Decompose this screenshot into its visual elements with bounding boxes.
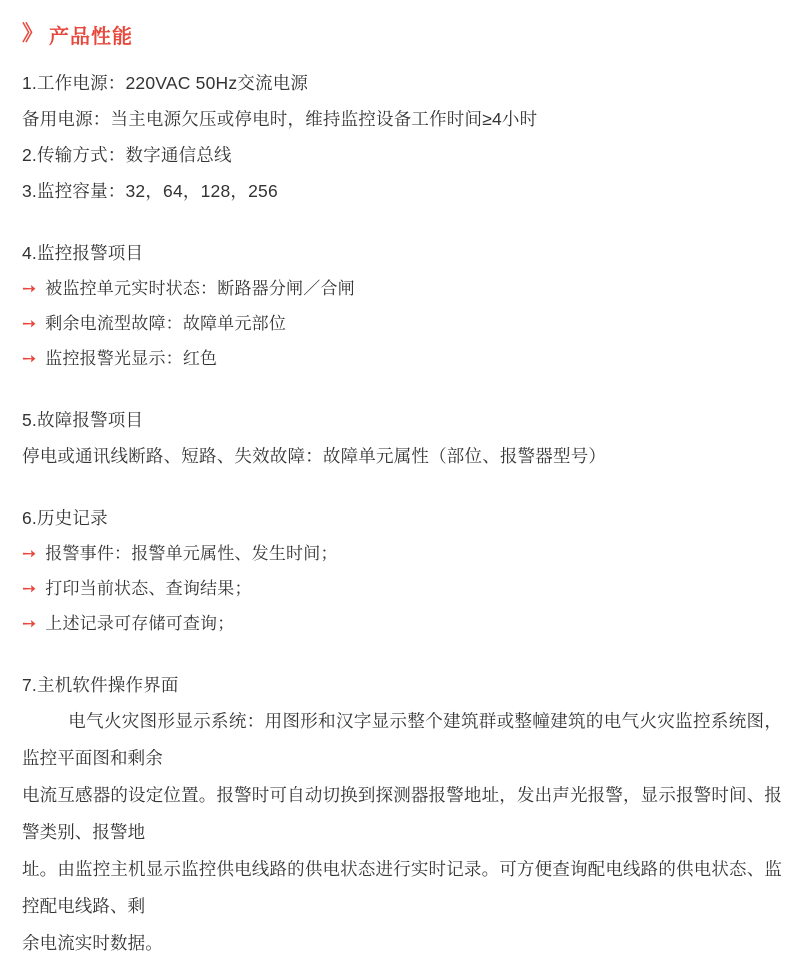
arrow-right-icon: ➙ [22,314,37,333]
fault-alarm-section [22,402,782,474]
spacer [22,474,782,500]
software-paragraph: 电流互感器的设定位置。报警时可自动切换到探测器报警地址，发出声光报警，显示报警时间、报警类别、报警地 [22,785,782,842]
spec-line: 2.传输方式：数字通信总线 [22,145,232,165]
arrow-right-icon: ➙ [22,579,37,598]
history-item-text: 打印当前状态、查询结果； [45,579,252,598]
software-paragraph-text: 电气火灾图形显示系统：用图形和汉字显示整个建筑群或整幢建筑的电气火灾监控系统图，监控平面图和剩余 [22,711,782,768]
arrow-right-icon: ➙ [22,614,37,633]
software-paragraph: 余电流实时数据。 [22,933,163,953]
page-title-text: 产品性能 [49,26,133,48]
fault-alarm-body: 停电或通讯线断路、短路、失效故障：故障单元属性（部位、报警器型号） [22,446,607,466]
spacer [22,641,782,667]
monitor-alarm-item [22,341,782,376]
specs-list [22,65,782,209]
spacer [22,209,782,235]
arrow-right-icon: ➙ [22,349,37,368]
arrow-right-icon: ➙ [22,279,37,298]
heading-marker-icon: 》 [22,22,41,45]
history-item [22,571,782,606]
page-title [22,20,782,49]
monitor-alarm-item [22,271,782,306]
history-title: 6.历史记录 [22,508,108,528]
spacer [22,376,782,402]
monitor-alarm-item-text: 剩余电流型故障：故障单元部位 [45,314,287,333]
software-paragraph [22,703,782,777]
history-item-text: 上述记录可存储可查询； [45,614,235,633]
monitor-alarm-item [22,306,782,341]
arrow-right-icon: ➙ [22,544,37,563]
monitor-alarm-item-text: 被监控单元实时状态：断路器分闸／合闸 [45,279,355,298]
monitor-alarm-item-text: 监控报警光显示：红色 [45,349,218,368]
spec-line: 1.工作电源：220VAC 50Hz交流电源 [22,73,309,93]
history-item [22,606,782,641]
monitor-alarm-section [22,235,782,376]
spec-line: 备用电源：当主电源欠压或停电时，维持监控设备工作时间≥4小时 [22,109,538,129]
software-title: 7.主机软件操作界面 [22,675,179,695]
history-item-text: 报警事件：报警单元属性、发生时间； [45,544,338,563]
history-item [22,536,782,571]
history-section [22,500,782,641]
monitor-alarm-title: 4.监控报警项目 [22,243,144,263]
fault-alarm-title: 5.故障报警项目 [22,410,144,430]
spec-line: 3.监控容量：32，64，128，256 [22,181,278,201]
software-section [22,667,782,962]
software-paragraph: 址。由监控主机显示监控供电线路的供电状态进行实时记录。可方便查询配电线路的供电状态、监控配电线路、剩 [22,859,782,916]
